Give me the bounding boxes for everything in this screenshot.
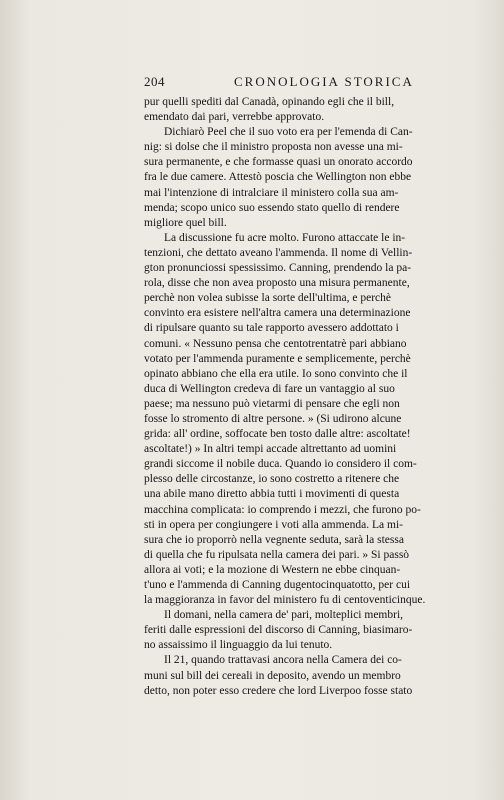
text-line: La discussione fu acre molto. Furono attaccate le in- — [164, 231, 406, 244]
text-line: Il 21, quando trattavasi ancora nella Camera dei co- — [164, 654, 402, 667]
text-line: macchina complicata: io comprendo i mezzi, che furono po- — [144, 503, 421, 516]
text-line: una abile mano diretto abbia tutti i movimenti di questa — [144, 488, 400, 501]
text-line: duca di Wellington credeva di fare un vantaggio al suo — [144, 382, 395, 395]
body-text — [144, 95, 478, 699]
text-line: rola, disse che non avea proposto una misura permanente, — [144, 277, 410, 290]
text-line: plesso delle circostanze, io sono costretto a ritenere che — [144, 473, 400, 486]
text-line: detto, non poter esso credere che lord Liverpoo fosse stato — [144, 684, 413, 697]
text-line: no assaissimo il linguaggio da lui tenuto. — [144, 639, 333, 652]
text-line: emendato dai pari, verrebbe approvato. — [144, 111, 325, 124]
text-line: di quella che fu ripulsata nella camera dei pari. » Si passò — [144, 548, 410, 561]
text-line: la maggioranza in favor del ministero fu di centoventicinque. — [144, 594, 426, 607]
text-line: comuni. « Nessuno pensa che centotrentatrè pari abbiano — [144, 337, 407, 350]
text-line: fosse lo stromento di altre persone. » (Si udirono alcune — [144, 412, 402, 425]
text-line: sti in opera per congiungere i voti alla ammenda. La mi- — [144, 518, 403, 531]
page-number: 204 — [144, 74, 165, 89]
text-line: gton pronunciossi spessissimo. Canning, prendendo la pa- — [144, 262, 412, 275]
text-line: votato per l'ammenda puramente e semplicemente, perchè — [144, 352, 411, 365]
text-line: muni sul bill dei cereali in deposito, avendo un membro — [144, 669, 401, 682]
text-line: allora ai voti; e la mozione di Western ne ebbe cinquan- — [144, 563, 401, 576]
page-header — [144, 74, 494, 92]
text-line: opinato abbiano che ella era utile. Io sono convinto che il — [144, 367, 408, 380]
text-line: sura permanente, e che formasse quasi un onorato accordo — [144, 156, 413, 169]
text-line: pur quelli spediti dal Canadà, opinando egli che il bill, — [144, 96, 395, 108]
text-line: Il domani, nella camera de' pari, molteplici membri, — [164, 609, 404, 622]
text-line: di ripulsare quanto su tale rapporto avessero addottato i — [144, 322, 399, 335]
text-line: t'uno e l'ammenda di Canning dugentocinquatotto, per cui — [144, 579, 411, 591]
running-title: CRONOLOGIA STORICA — [234, 74, 414, 89]
text-line: paese; ma nessuno può vietarmi di pensare che egli non — [144, 397, 400, 410]
text-line: menda; scopo unico suo essendo stato quello di rendere — [144, 201, 400, 214]
text-line: feriti dalle espressioni del discorso di Canning, biasimaro- — [144, 624, 413, 637]
text-line: migliore quel bill. — [144, 216, 227, 229]
text-line: sura che io proporrò nella vegnente seduta, sarà la stessa — [144, 533, 404, 546]
text-line: convinto era esistere nell'altra camera una determinazione — [144, 307, 411, 320]
text-line: mai l'intenzione di intralciare il ministero colla sua am- — [144, 186, 399, 199]
text-line: fra le due camere. Attestò poscia che Wellington non ebbe — [144, 171, 412, 184]
text-line: grandi siccome il nobile duca. Quando io considero il com- — [144, 458, 417, 471]
text-line: nig: si dolse che il ministro proposta non avesse una mi- — [144, 141, 403, 154]
text-line: grida: all' ordine, soffocate ben tosto dalle altre: ascoltate! — [144, 428, 411, 441]
text-line: ascoltate!) » In altri tempi accade altrettanto ad uomini — [144, 443, 397, 456]
text-line: perchè non volea subisse la sorte dell'ultima, e perchè — [144, 292, 391, 305]
text-line: tenzioni, che dettato aveano l'ammenda. Il nome di Vellin- — [144, 246, 413, 259]
text-line: Dichiarò Peel che il suo voto era per l'emenda di Can- — [164, 126, 413, 139]
